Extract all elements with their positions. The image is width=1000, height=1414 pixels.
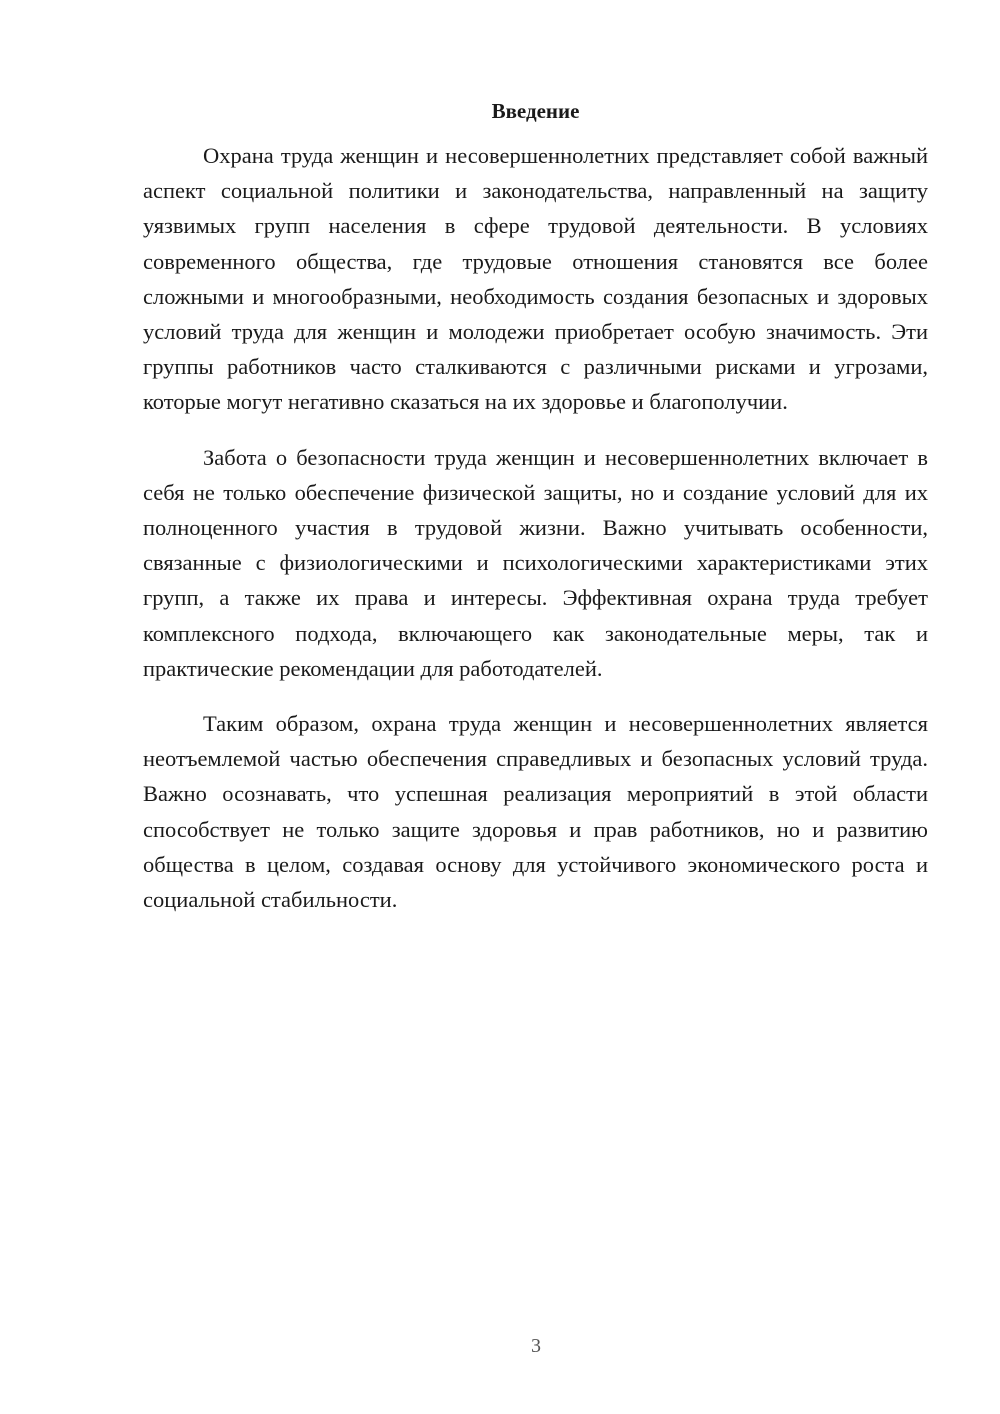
page-number: 3 xyxy=(531,1335,541,1357)
paragraph-1: Охрана труда женщин и несовершеннолетних представляет собой важный аспект социальной политики и законодательства, направленный на защиту уязвимых групп населения в сфере трудовой деятельности. В условиях современного общества, где трудовые отношения становятся все более сложными и многообразными, необходимость создания безопасных и здоровых условий труда для женщин и молодежи приобретает особую значимость. Эти группы работников часто сталкиваются с различными рисками и угрозами, которые могут негативно сказаться на их здоровье и благополучии. xyxy=(143,143,928,415)
section-title: Введение xyxy=(491,99,580,123)
paragraph-3: Таким образом, охрана труда женщин и несовершеннолетних является неотъемлемой частью обеспечения справедливых и безопасных условий труда. Важно осознавать, что успешная реализация мероприятий в этой области способствует не только защите здоровья и прав работников, но и развитию общества в целом, создавая основу для устойчивого экономического роста и социальной стабильности. xyxy=(143,711,928,913)
page-content xyxy=(143,96,928,937)
paragraph-2: Забота о безопасности труда женщин и несовершеннолетних включает в себя не только обеспечение физической защиты, но и создание условий для их полноценного участия в трудовой жизни. Важно учитывать особенности, связанные с физиологическими и психологическими характеристиками этих групп, а также их права и интересы. Эффективная охрана труда требует комплексного подхода, включающего как законодательные меры, так и практические рекомендации для работодателей. xyxy=(143,444,928,681)
